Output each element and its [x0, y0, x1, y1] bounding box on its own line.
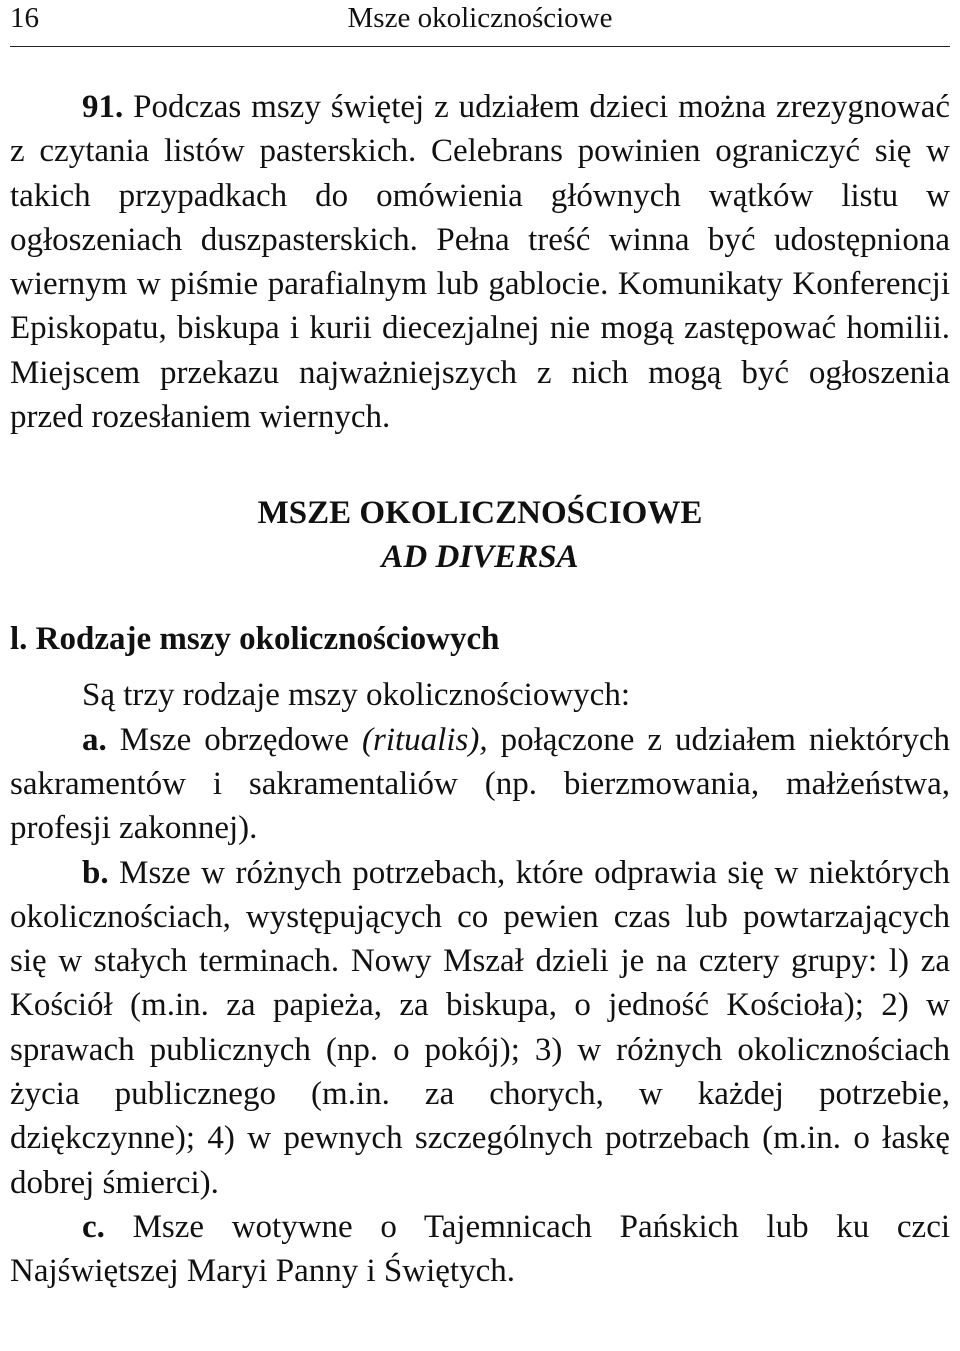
list-item-b: [10, 851, 950, 1205]
item-letter: c.: [82, 1208, 105, 1245]
section-title: l. Rodzaje mszy okolicznościowych: [10, 621, 500, 658]
item-c-text: Msze wotywne o Tajemnicach Pańskich lub ku czci Najświętszej Maryi Panny i Świętych.: [10, 1208, 951, 1290]
chapter-title: MSZE OKOLICZNOŚCIOWE: [257, 495, 703, 532]
item-a-after: połączone z udziałem niektórych sakramentów i sakramentaliów (np. bierzmowania, małżeństwa, profesji zakonnej).: [10, 721, 951, 847]
item-b-text: Msze w różnych potrzebach, które odprawia się w niektórych okolicznościach, występujących co pewien czas lub powtarzających się w stałych terminach. Nowy Mszał dzieli je na cztery grupy: l) za Kościół (m.in. za papieża, za biskupa, o jedność Kościoła); 2) w sprawach publicznych (np. o pokój); 3) w różnych okolicznościach życia publicznego (m.in. za chorych, w każdej potrzebie, dziękczynne); 4) w pewnych szczególnych potrzebach (m.in. o łaskę dobrej śmierci).: [10, 854, 950, 1201]
page-header: [10, 0, 950, 47]
page-number: 16: [10, 2, 39, 34]
item-letter: a.: [82, 721, 107, 758]
item-letter: b.: [82, 854, 109, 891]
section-intro: Są trzy rodzaje mszy okolicznościowych:: [82, 677, 630, 714]
chapter-heading: [10, 491, 950, 579]
list-item-c: [10, 1205, 950, 1294]
paragraph-91: [10, 85, 950, 439]
item-a-latin: (ritualis),: [361, 721, 488, 758]
paragraph-number: 91.: [82, 89, 124, 125]
list-item-a: [10, 718, 950, 851]
chapter-subtitle: AD DIVERSA: [381, 539, 579, 576]
paragraph-91-text: Podczas mszy świętej z udziałem dzieci można zrezygnować z czytania listów pasterskich. Celebrans powinien ograniczyć się w takich przypadkach do omówienia głównych wątków listu w ogłoszeniach duszpasterskich. Pełna treść winna być udostępniona wiernym w piśmie parafialnym lub gablocie. Komunikaty Konferencji Episkopatu, biskupa i kurii diecezjalnej nie mogą zastępować homilii. Miejscem przekazu najważniejszych z nich mogą być ogłoszenia przed rozesłaniem wiernych.: [10, 89, 951, 436]
running-title: Msze okolicznościowe: [347, 2, 613, 34]
item-a-before: Msze obrzędowe: [119, 721, 349, 758]
